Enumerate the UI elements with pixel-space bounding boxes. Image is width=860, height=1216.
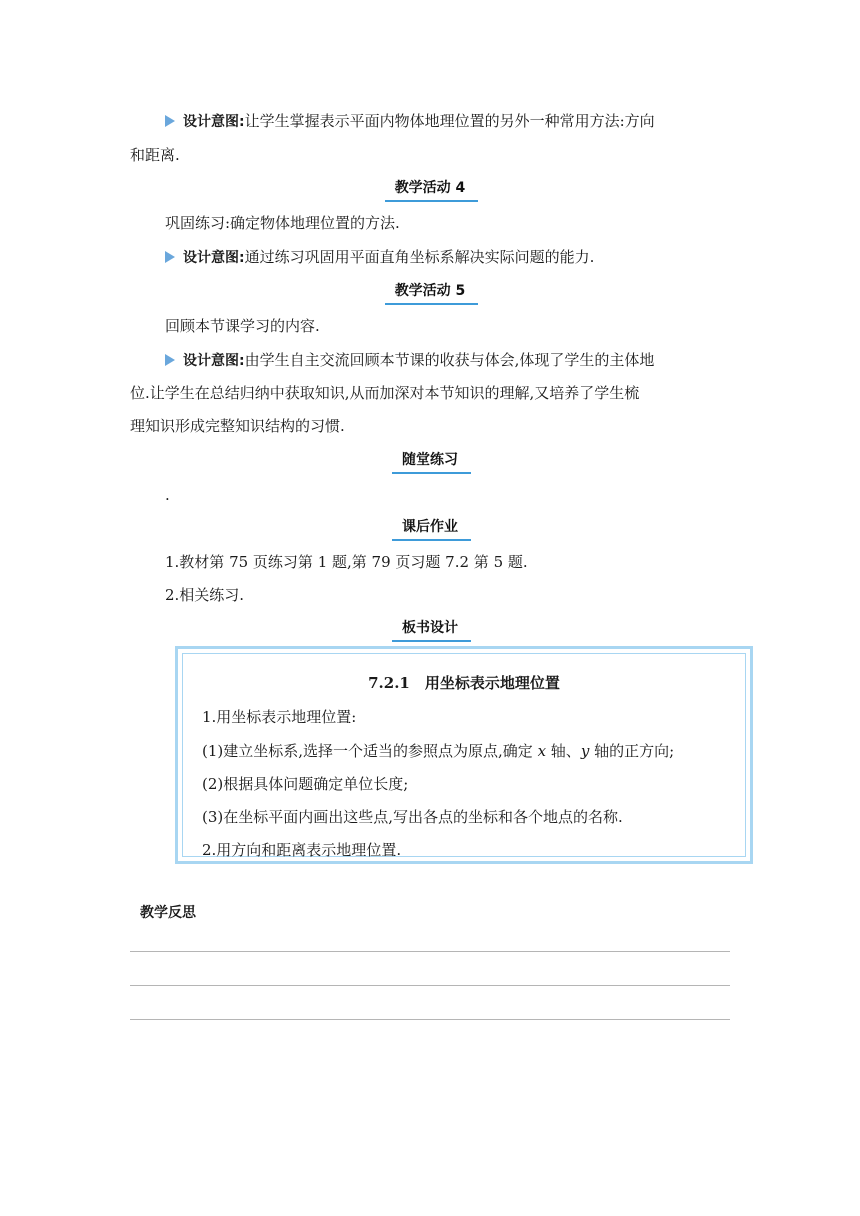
practice-text: .	[165, 486, 170, 504]
intent-label: 设计意图:	[183, 353, 245, 369]
activity4-heading: 教学活动 4	[0, 177, 860, 202]
reflection-title: 教学反思	[140, 905, 196, 921]
activity4-text: 巩固练习:确定物体地理位置的方法.	[165, 214, 400, 232]
homework-heading: 课后作业	[0, 516, 860, 541]
triangle-bullet-icon	[165, 354, 175, 366]
homework-item-1: 1.教材第 75 页练习第 1 题,第 79 页习题 7.2 第 5 题.	[165, 553, 528, 571]
board-title: 7.2.1 用坐标表示地理位置	[368, 674, 560, 692]
practice-heading: 随堂练习	[0, 449, 860, 474]
intent-paragraph-1-cont: 和距离.	[130, 146, 180, 164]
intent-text: 由学生自主交流回顾本节课的收获与体会,体现了学生的主体地	[244, 351, 655, 369]
activity5-text: 回顾本节课学习的内容.	[165, 317, 320, 335]
intent-paragraph-1	[165, 111, 655, 132]
intent-text: 让学生掌握表示平面内物体地理位置的另外一种常用方法:方向	[244, 112, 655, 130]
triangle-bullet-icon	[165, 251, 175, 263]
board-line-1: 1.用坐标表示地理位置:	[202, 708, 357, 726]
intent-paragraph-3-line3: 理知识形成完整知识结构的习惯.	[130, 417, 345, 435]
reflection-rule-1	[130, 951, 730, 952]
reflection-rule-3	[130, 1019, 730, 1020]
intent-paragraph-3	[165, 350, 654, 371]
board-heading: 板书设计	[0, 617, 860, 642]
intent-paragraph-3-line2: 位.让学生在总结归纳中获取知识,从而加深对本节知识的理解,又培养了学生梳	[130, 384, 640, 402]
board-inner	[182, 653, 746, 857]
board-line-3: (2)根据具体问题确定单位长度;	[202, 775, 409, 793]
intent-label: 设计意图:	[183, 250, 245, 266]
intent-paragraph-2	[165, 247, 594, 268]
reflection-rule-2	[130, 985, 730, 986]
board-box	[175, 646, 753, 864]
triangle-bullet-icon	[165, 115, 175, 127]
board-line-5: 2.用方向和距离表示地理位置.	[202, 841, 402, 859]
activity5-heading: 教学活动 5	[0, 280, 860, 305]
homework-item-2: 2.相关练习.	[165, 586, 245, 604]
board-line-4: (3)在坐标平面内画出这些点,写出各点的坐标和各个地点的名称.	[202, 808, 623, 826]
intent-text: 通过练习巩固用平面直角坐标系解决实际问题的能力.	[244, 248, 595, 266]
intent-label: 设计意图:	[183, 114, 245, 130]
board-line-2: (1)建立坐标系,选择一个适当的参照点为原点,确定 x 轴、y 轴的正方向;	[202, 742, 675, 760]
